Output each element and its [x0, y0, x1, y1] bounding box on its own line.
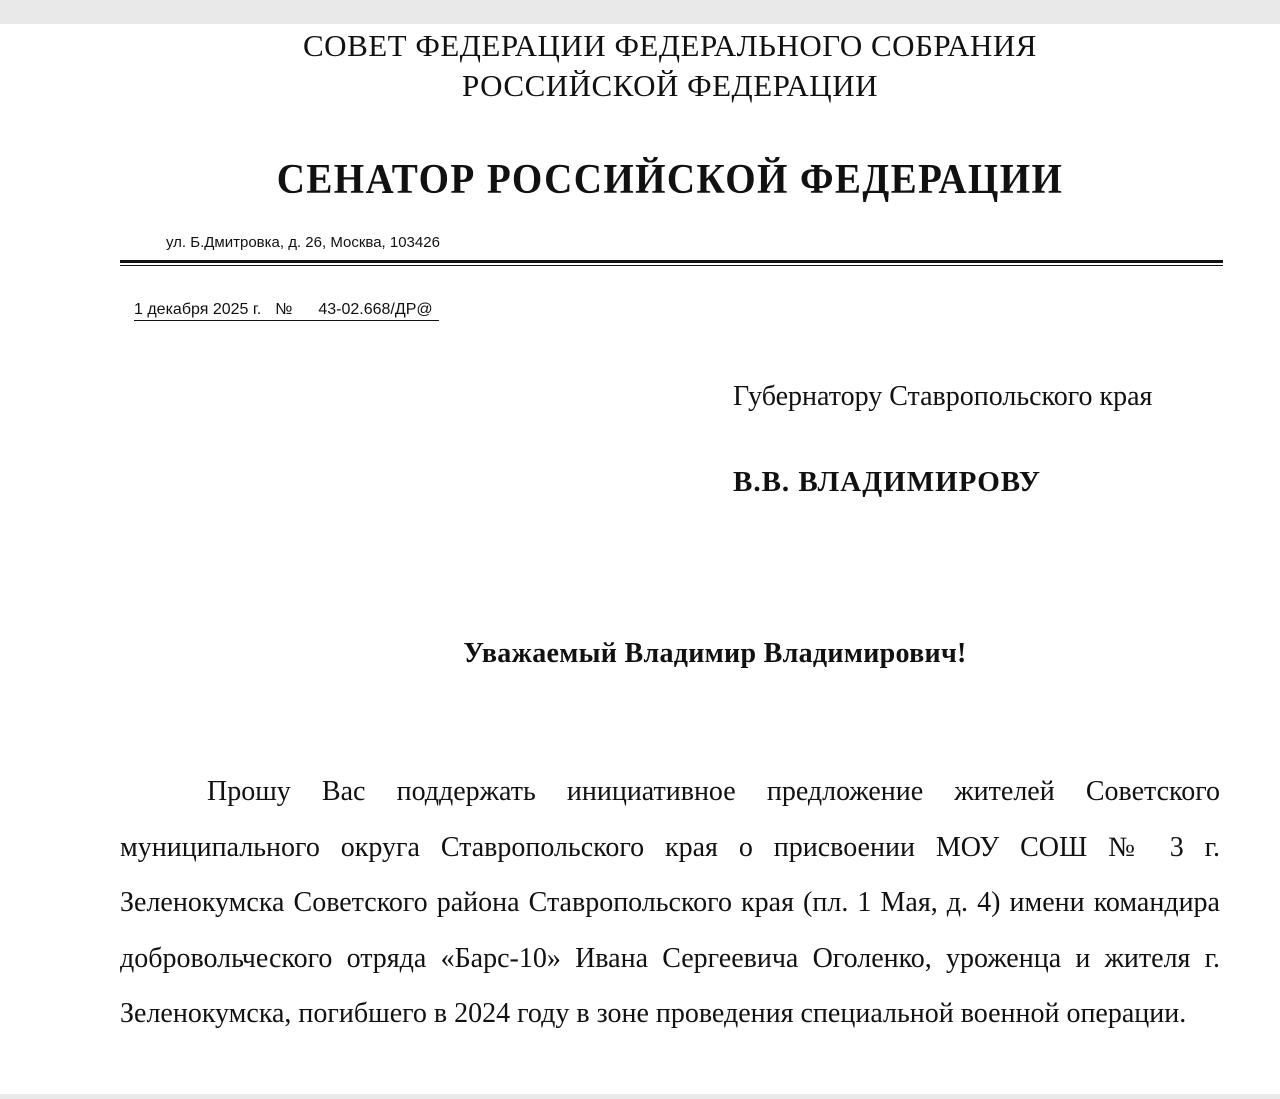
body-paragraph: Прошу Вас поддержать инициативное предложение жителей Советского муниципального округа Ставропольского края о присвоении МОУ СОШ № 3 г. Зеленокумска Советского района Ставропольского края (пл. 1 Мая, д. 4) имени командира добровольческого отряда «Барс-10» Ивана Сергеевича Оголенко, уроженца и жителя г. Зеленокумска, погибшего в 2024 году в зоне проведения специальной военной операции. — [120, 776, 1220, 1029]
registration-date: 1 декабря 2025 г. — [134, 301, 262, 318]
sender-address: ул. Б.Дмитровка, д. 26, Москва, 103426 — [166, 234, 440, 251]
document-page — [0, 24, 1280, 1094]
registration-line — [134, 300, 439, 321]
salutation: Уважаемый Владимир Владимирович! — [463, 638, 967, 669]
org-name-line-1: СОВЕТ ФЕДЕРАЦИИ ФЕДЕРАЛЬНОГО СОБРАНИЯ — [303, 28, 1037, 63]
registration-number-label: № — [275, 301, 293, 318]
recipient-name: В.В. ВЛАДИМИРОВУ — [733, 466, 1042, 498]
letterhead-rule-thick — [120, 260, 1223, 263]
letterhead-title: СЕНАТОР РОССИЙСКОЙ ФЕДЕРАЦИИ — [276, 157, 1064, 203]
letterhead-rule-thin — [120, 265, 1223, 266]
org-name-line-2: РОССИЙСКОЙ ФЕДЕРАЦИИ — [462, 68, 878, 103]
registration-number: 43-02.668/ДР@ — [318, 301, 433, 318]
recipient-role: Губернатору Ставропольского края — [733, 381, 1153, 412]
